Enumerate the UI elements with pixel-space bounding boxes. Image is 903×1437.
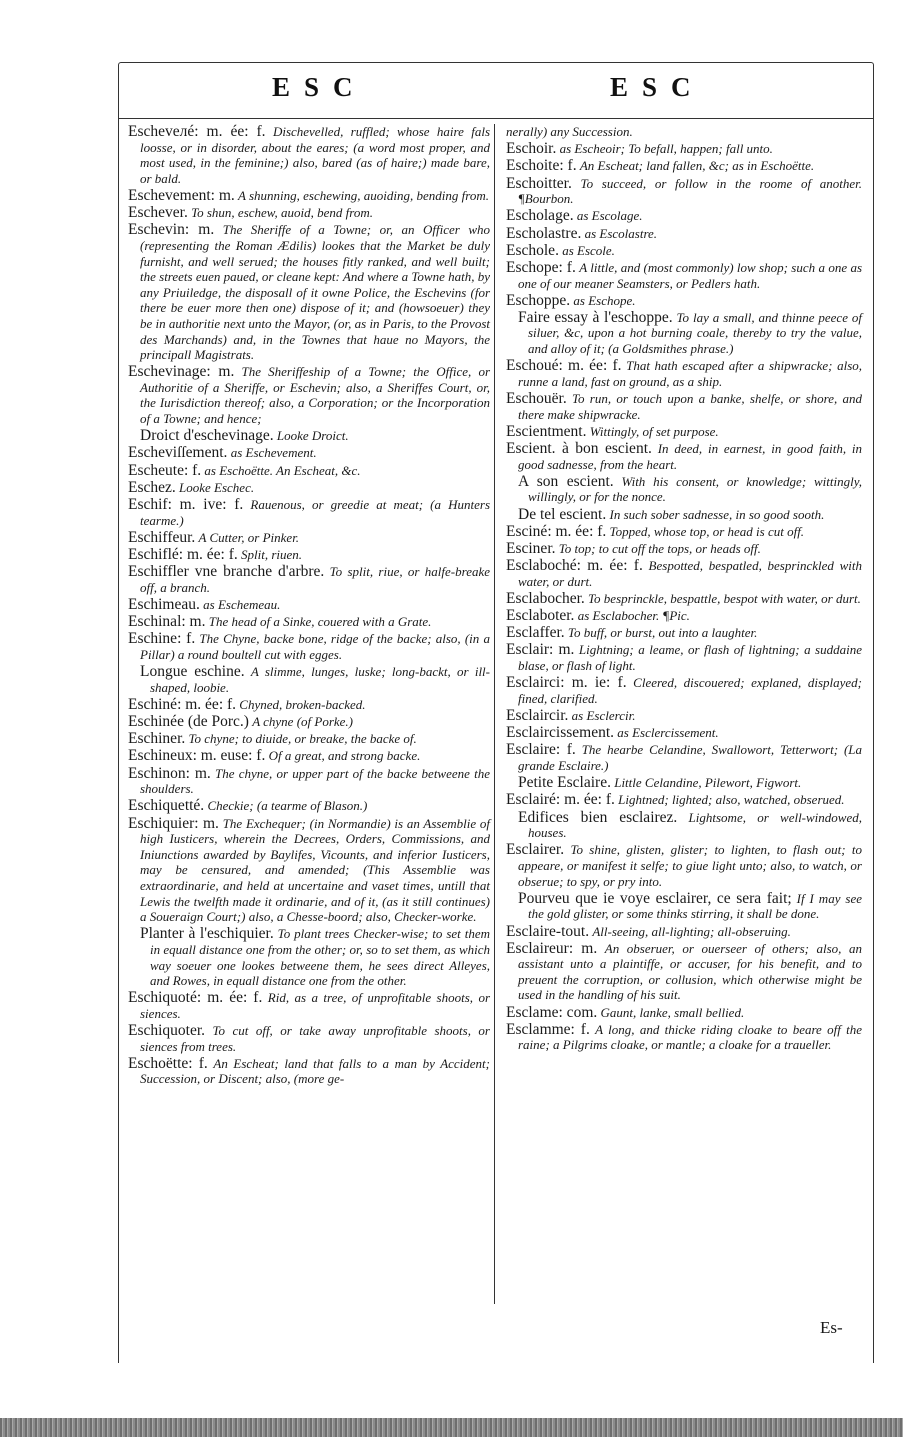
entry-headword: Esclaireur: m. xyxy=(506,939,598,957)
entry-headword: Escientment. xyxy=(506,422,587,440)
dictionary-entry xyxy=(128,816,490,925)
dictionary-entry xyxy=(128,463,490,479)
entry-definition: To cut off, or take away unprofitable shoots, or siences from trees. xyxy=(140,1023,490,1054)
entry-headword: Pourveu que ie voye esclairer, ce sera fait; xyxy=(518,889,792,907)
dictionary-entry xyxy=(128,714,490,730)
entry-definition: as Escole. xyxy=(562,242,615,258)
entry-definition: Bespotted, bespatled, besprinckled with water, or durt. xyxy=(518,558,863,589)
dictionary-entry xyxy=(506,675,862,706)
entry-headword: Eschimeau. xyxy=(128,595,200,613)
entry-definition: In such sober sadnesse, in so good sooth. xyxy=(609,506,825,522)
dictionary-entry xyxy=(506,507,862,523)
scan-edge-artifact xyxy=(0,1418,903,1437)
entry-headword: A son escient. xyxy=(518,472,614,490)
entry-definition: A long, and thicke riding cloake to beare off the raine; a Pilgrims cloake, or mantle; a cloake for a traueller. xyxy=(518,1021,863,1053)
entry-definition: Split, riuen. xyxy=(241,546,303,562)
entry-headword: Esclaire: f. xyxy=(506,741,576,759)
dictionary-entry xyxy=(506,208,862,224)
entry-definition: To run, or touch upon a banke, shelfe, or shore, and there make shipwracke. xyxy=(518,391,862,422)
entry-headword: Esclairé: m. ée: f. xyxy=(506,791,615,809)
entry-definition: The head of a Sinke, couered with a Grate. xyxy=(208,614,432,630)
dictionary-entry xyxy=(128,990,490,1021)
dictionary-entry xyxy=(506,358,862,389)
dictionary-entry xyxy=(128,697,490,713)
entry-definition: as Escheoir; To befall, happen; fall unto. xyxy=(559,141,773,157)
entry-headword: Esclaircissement. xyxy=(506,724,615,742)
entry-definition: Topped, whose top, or head is cut off. xyxy=(609,523,805,539)
entry-headword: Faire essay à l'eschoppe. xyxy=(518,308,673,326)
entry-definition: A slimme, lunges, luske; long-backt, or ill-shaped, loobie. xyxy=(150,664,491,695)
dictionary-entry xyxy=(506,226,862,242)
entry-headword: Longue eschine. xyxy=(140,663,245,681)
entry-definition: Lightning; a leame, or flash of lightning; a suddaine blase, or flash of light. xyxy=(518,642,863,674)
entry-headword: Eschiné: m. ée: f. xyxy=(128,695,237,713)
entry-definition: Rauenous, or greedie at meat; (a Hunters tearme.) xyxy=(140,497,491,528)
entry-definition: To lay a small, and thinne peece of siluer, &c, upon a hot burning coale, thereby to try the value, and alloy of it; (a Goldsmithes phrase.) xyxy=(528,309,862,357)
entry-headword: Escholastre. xyxy=(506,224,582,242)
dictionary-entry xyxy=(128,1023,490,1054)
entry-definition: as Esclercir. xyxy=(571,708,636,724)
entry-definition: To succeed, or follow in the roome of another. ¶Bourbon. xyxy=(518,175,862,207)
entry-headword: Escheute: f. xyxy=(128,461,202,479)
entry-definition: A little, and (most commonly) low shop; such a one as one of our meaner Seamsters, or Pedlers hath. xyxy=(518,259,863,291)
dictionary-entry xyxy=(128,364,490,426)
dictionary-entry xyxy=(128,766,490,797)
running-head-left: ESC xyxy=(272,72,367,102)
dictionary-entry xyxy=(506,141,862,157)
dictionary-entry xyxy=(128,614,490,630)
dictionary-entry xyxy=(506,260,862,291)
entry-definition: To shine, glisten, glister; to lighten, to flash out; to appeare, or manifest it selfe; to giue light unto; also, to watch, or obserue; to spy, or pry into. xyxy=(518,842,862,889)
running-head-right: ESC xyxy=(610,72,705,102)
entry-definition: Lightned; lighted; also, watched, obserued. xyxy=(618,792,845,808)
entry-headword: Esclame: com. xyxy=(506,1003,598,1021)
dictionary-entry xyxy=(128,748,490,764)
dictionary-entry xyxy=(128,188,490,204)
entry-definition: That hath escaped after a shipwracke; also, runne a land, fast on ground, as a ship. xyxy=(518,358,862,389)
entry-headword: Eschouër. xyxy=(506,390,567,408)
dictionary-entry xyxy=(506,391,862,422)
entry-definition: as Eschemeau. xyxy=(203,596,281,612)
entry-definition: Cleered, discouered; explaned, displayed; fined, clarified. xyxy=(518,675,862,706)
dictionary-entry xyxy=(506,708,862,724)
entry-headword: Eschiquetté. xyxy=(128,797,205,815)
entry-headword: Esciner. xyxy=(506,539,556,557)
dictionary-entry xyxy=(128,428,490,444)
column-divider xyxy=(494,124,495,1304)
dictionary-entry xyxy=(128,1056,490,1087)
entry-definition: To besprinckle, bespattle, bespot with water, or durt. xyxy=(588,590,861,606)
dictionary-entry xyxy=(506,293,862,309)
dictionary-entry xyxy=(128,547,490,563)
entry-definition: Wittingly, of set purpose. xyxy=(589,423,719,439)
dictionary-entry xyxy=(128,124,490,186)
entry-headword: Esclaboter. xyxy=(506,607,575,625)
entry-definition: To top; to cut off the tops, or heads off. xyxy=(558,540,761,556)
entry-definition: The chyne, or upper part of the backe betweene the shoulders. xyxy=(140,765,491,797)
entry-definition: Of a great, and strong backe. xyxy=(268,748,421,764)
entry-headword: Eschiflé: m. ée: f. xyxy=(128,545,238,563)
entry-headword: Eschiquoté: m. ée: f. xyxy=(128,989,263,1007)
dictionary-entry xyxy=(506,792,862,808)
dictionary-entry xyxy=(128,497,490,528)
entry-definition: as Eschope. xyxy=(573,292,636,308)
dictionary-entry xyxy=(506,742,862,773)
dictionary-entry xyxy=(128,564,490,595)
dictionary-entry xyxy=(506,941,862,1003)
entry-definition: To split, riue, or halfe-breake off, a branch. xyxy=(140,564,490,595)
entry-definition: To shun, eschew, auoid, bend from. xyxy=(191,205,373,221)
entry-headword: Eschoué: m. ée: f. xyxy=(506,357,622,375)
entry-headword: Eschinée (de Porc.) xyxy=(128,713,249,731)
dictionary-entry xyxy=(128,631,490,662)
dictionary-entry xyxy=(506,725,862,741)
entry-headword: Esclabocher. xyxy=(506,589,585,607)
entry-headword: Eschoppe. xyxy=(506,291,571,309)
entry-definition: as Esclercissement. xyxy=(617,725,719,741)
entry-headword: Escholage. xyxy=(506,207,574,225)
entry-definition: Gaunt, lanke, small bellied. xyxy=(600,1004,745,1020)
dictionary-entry xyxy=(506,891,862,922)
entry-headword: Esclaircir. xyxy=(506,707,569,725)
left-column xyxy=(128,124,490,1089)
entry-headword: Planter à l'eschiquier. xyxy=(140,925,274,943)
right-column xyxy=(506,124,862,1055)
dictionary-entry xyxy=(128,480,490,496)
entry-headword: Esclamme: f. xyxy=(506,1020,590,1038)
dictionary-entry xyxy=(506,158,862,174)
dictionary-entry xyxy=(128,205,490,221)
entry-definition: as Escolastre. xyxy=(584,225,658,241)
entry-headword: Eschiffeur. xyxy=(128,528,196,546)
entry-headword: Droict d'eschevinage. xyxy=(140,427,274,445)
entry-definition: An Escheat; land that falls to a man by Accident; Succession, or Discent; also, (more ge- xyxy=(140,1055,490,1087)
dictionary-entry xyxy=(506,558,862,589)
entry-headword: Escient. à bon escient. xyxy=(506,440,652,457)
dictionary-entry xyxy=(128,926,490,988)
dictionary-entry xyxy=(506,924,862,940)
entry-headword: Eschine: f. xyxy=(128,630,196,648)
entry-headword: Eschoëtte: f. xyxy=(128,1054,208,1072)
entry-definition: If I may see the gold glister, or some thinks stirring, it shall be done. xyxy=(528,890,862,922)
entry-definition: In deed, in earnest, in good faith, in good sadnesse, from the heart. xyxy=(518,441,863,472)
header-rule xyxy=(118,118,874,119)
entry-headword: Eschevement: m. xyxy=(128,186,235,204)
dictionary-entry xyxy=(506,591,862,607)
dictionary-entry xyxy=(506,775,862,791)
entry-headword: Eschevin: m. xyxy=(128,221,215,239)
entry-definition: Chyned, broken-backed. xyxy=(239,696,366,712)
dictionary-entry xyxy=(506,176,862,207)
entry-definition: Looke Droict. xyxy=(276,428,349,444)
entry-headword: Esclairci: m. ie: f. xyxy=(506,674,627,692)
dictionary-entry xyxy=(128,731,490,747)
entry-definition: Looke Eschec. xyxy=(179,479,255,495)
entry-headword: Eschiquoter. xyxy=(128,1022,206,1040)
entry-definition: A chyne (of Porke.) xyxy=(252,714,354,730)
entry-headword: Eschez. xyxy=(128,478,176,496)
catchword: Es- xyxy=(820,1318,843,1337)
entry-headword: Petite Esclaire. xyxy=(518,774,611,792)
dictionary-entry xyxy=(506,842,862,889)
entry-definition: The Exchequer; (in Normandie) is an Assemblie of high Iusticers, wherein the Decrees, Orders, Commissions, and Iniunctions awarded by Baylifes, Vicounts, and inferior Iusticers, may be censured, and amended; (This Assemblie was extraordinarie, and held at uncertaine and vaset times, untill that Lewis the twelfth made it ordinarie, and of it, (as it still continues) a Soueraign Court;) also, a Chesse-boord; also, Checker-worke. xyxy=(140,815,490,925)
dictionary-entry xyxy=(506,1022,862,1053)
entry-definition: The Chyne, backe bone, ridge of the backe; also, (in a Pillar) a round boultell cut with egges. xyxy=(140,631,490,662)
entry-headword: Esclair: m. xyxy=(506,641,575,659)
entry-definition: as Eschoëtte. An Escheat, &c. xyxy=(204,462,361,478)
entry-definition: An obseruer, or ouerseer of others; also, an assistant unto a plaintiffe, or accuser, for his benefit, and to preuent the corruption, or collusion, which otherwise might be used in the handling of his suit. xyxy=(518,940,862,1003)
dictionary-entry xyxy=(128,222,490,362)
entry-definition: as Eschevement. xyxy=(230,445,317,461)
entry-headword: Eschiner. xyxy=(128,730,186,748)
entry-definition: The Sheriffeship of a Towne; the Office, or Authoritie of a Sheriffe, or Eschevin; also, a Sheriffes Court, or, the Iurisdiction thereof; also, a Corporation; or the Incorporation of a Towne; and hence; xyxy=(140,364,490,427)
entry-headword: Escheviſſement. xyxy=(128,444,228,462)
entry-definition: Checkie; (a tearme of Blason.) xyxy=(207,798,368,814)
entry-headword: De tel escient. xyxy=(518,505,607,523)
dictionary-entry xyxy=(506,474,862,505)
entry-definition: To plant trees Checker-wise; to set them in equall distance one from the other; or, so to set them, as which way soeuer one lookes betweene them, he sees direct Alleyes, and Rowes, in equall distance one from the other. xyxy=(150,926,490,989)
dictionary-entry xyxy=(506,424,862,440)
dictionary-entry xyxy=(506,625,862,641)
entry-headword: Esclaffer. xyxy=(506,624,565,642)
dictionary-entry xyxy=(506,124,862,140)
entry-headword: Eschiquier: m. xyxy=(128,814,219,832)
entry-headword: Esclairer. xyxy=(506,841,565,859)
entry-headword: Edifices bien esclairez. xyxy=(518,808,678,826)
dictionary-entry xyxy=(128,445,490,461)
entry-headword: Eschoir. xyxy=(506,140,557,158)
dictionary-entry xyxy=(128,597,490,613)
entry-definition: To buff, or burst, out into a laughter. xyxy=(567,625,758,641)
dictionary-entry xyxy=(128,798,490,814)
entry-definition: A shunning, eschewing, auoiding, bending from. xyxy=(238,187,489,203)
entry-headword: Eschinal: m. xyxy=(128,613,206,631)
entry-headword: Eschineux: m. euse: f. xyxy=(128,747,266,765)
entry-headword: Eschever. xyxy=(128,204,188,222)
entry-headword: Eschinon: m. xyxy=(128,764,211,782)
dictionary-entry xyxy=(506,608,862,624)
entry-definition: An Escheat; land fallen, &c; as in Eschoëtte. xyxy=(579,158,815,174)
entry-headword: Eschif: m. ive: f. xyxy=(128,496,244,513)
dictionary-entry xyxy=(506,441,862,472)
entry-headword: Eschiffler vne branche d'arbre. xyxy=(128,563,325,581)
dictionary-entry xyxy=(506,310,862,357)
dictionary-entry xyxy=(128,530,490,546)
dictionary-entry xyxy=(506,541,862,557)
dictionary-entry xyxy=(506,642,862,673)
entry-definition: With his consent, or knowledge; wittingly, willingly, or for the nonce. xyxy=(528,473,863,505)
entry-headword: Esciné: m. ée: f. xyxy=(506,522,607,540)
entry-headword: Eschoitter. xyxy=(506,174,572,192)
entry-definition: Dischevelled, ruffled; whose haire fals loosse, or in disorder, about the eares; (a word most proper, and most used, in the feminine;) also, bared (as of haire;) made bare, or bald. xyxy=(140,124,491,186)
entry-headword: Escheveлé: m. ée: f. xyxy=(128,123,266,140)
dictionary-entry xyxy=(506,243,862,259)
dictionary-entry xyxy=(506,810,862,841)
entry-definition: To chyne; to diuide, or breake, the backe of. xyxy=(188,731,417,747)
entry-definition: The hearbe Celandine, Swallowort, Tetterwort; (La grande Esclaire.) xyxy=(518,742,863,773)
entry-definition: A Cutter, or Pinker. xyxy=(198,529,300,545)
entry-headword: Eschoite: f. xyxy=(506,157,577,175)
entry-definition: Lightsome, or well-windowed, houses. xyxy=(528,809,862,841)
entry-definition: Little Celandine, Pilewort, Figwort. xyxy=(614,775,802,791)
entry-definition: as Escolage. xyxy=(576,208,643,224)
entry-definition: All-seeing, all-lighting; all-obseruing. xyxy=(592,923,791,939)
dictionary-entry xyxy=(128,664,490,695)
entry-definition: Rid, as a tree, of unprofitable shoots, or siences. xyxy=(140,990,490,1021)
entry-headword: Esclaire-tout. xyxy=(506,922,590,940)
dictionary-entry xyxy=(506,1005,862,1021)
entry-headword: Esclaboché: m. ée: f. xyxy=(506,557,643,575)
entry-headword: Eschole. xyxy=(506,241,559,259)
entry-headword: Eschope: f. xyxy=(506,258,576,276)
entry-definition: nerally) any Succession. xyxy=(506,124,633,139)
dictionary-entry xyxy=(506,524,862,540)
entry-definition: The Sheriffe of a Towne; or, an Officer who (representing the Roman Ædilis) lookes that the Market be duly furnisht, and well serued; the houses fitly ranked, and well built; the streets euen paued, or cleane kept: And where a Towne hath, by any Priuiledge, the disposall of it owne Police, the Eschevins (for there be euer more then one) dispose of it; and (howsoeuer) they be in authoritie next unto the Mayor, (or, as in Paris, to the Provost des Marchands) and, in the Townes that haue no Mayors, the principall Magistrats. xyxy=(140,222,491,363)
entry-definition: as Esclabocher. ¶Pic. xyxy=(577,608,690,624)
entry-headword: Eschevinage: m. xyxy=(128,363,235,381)
